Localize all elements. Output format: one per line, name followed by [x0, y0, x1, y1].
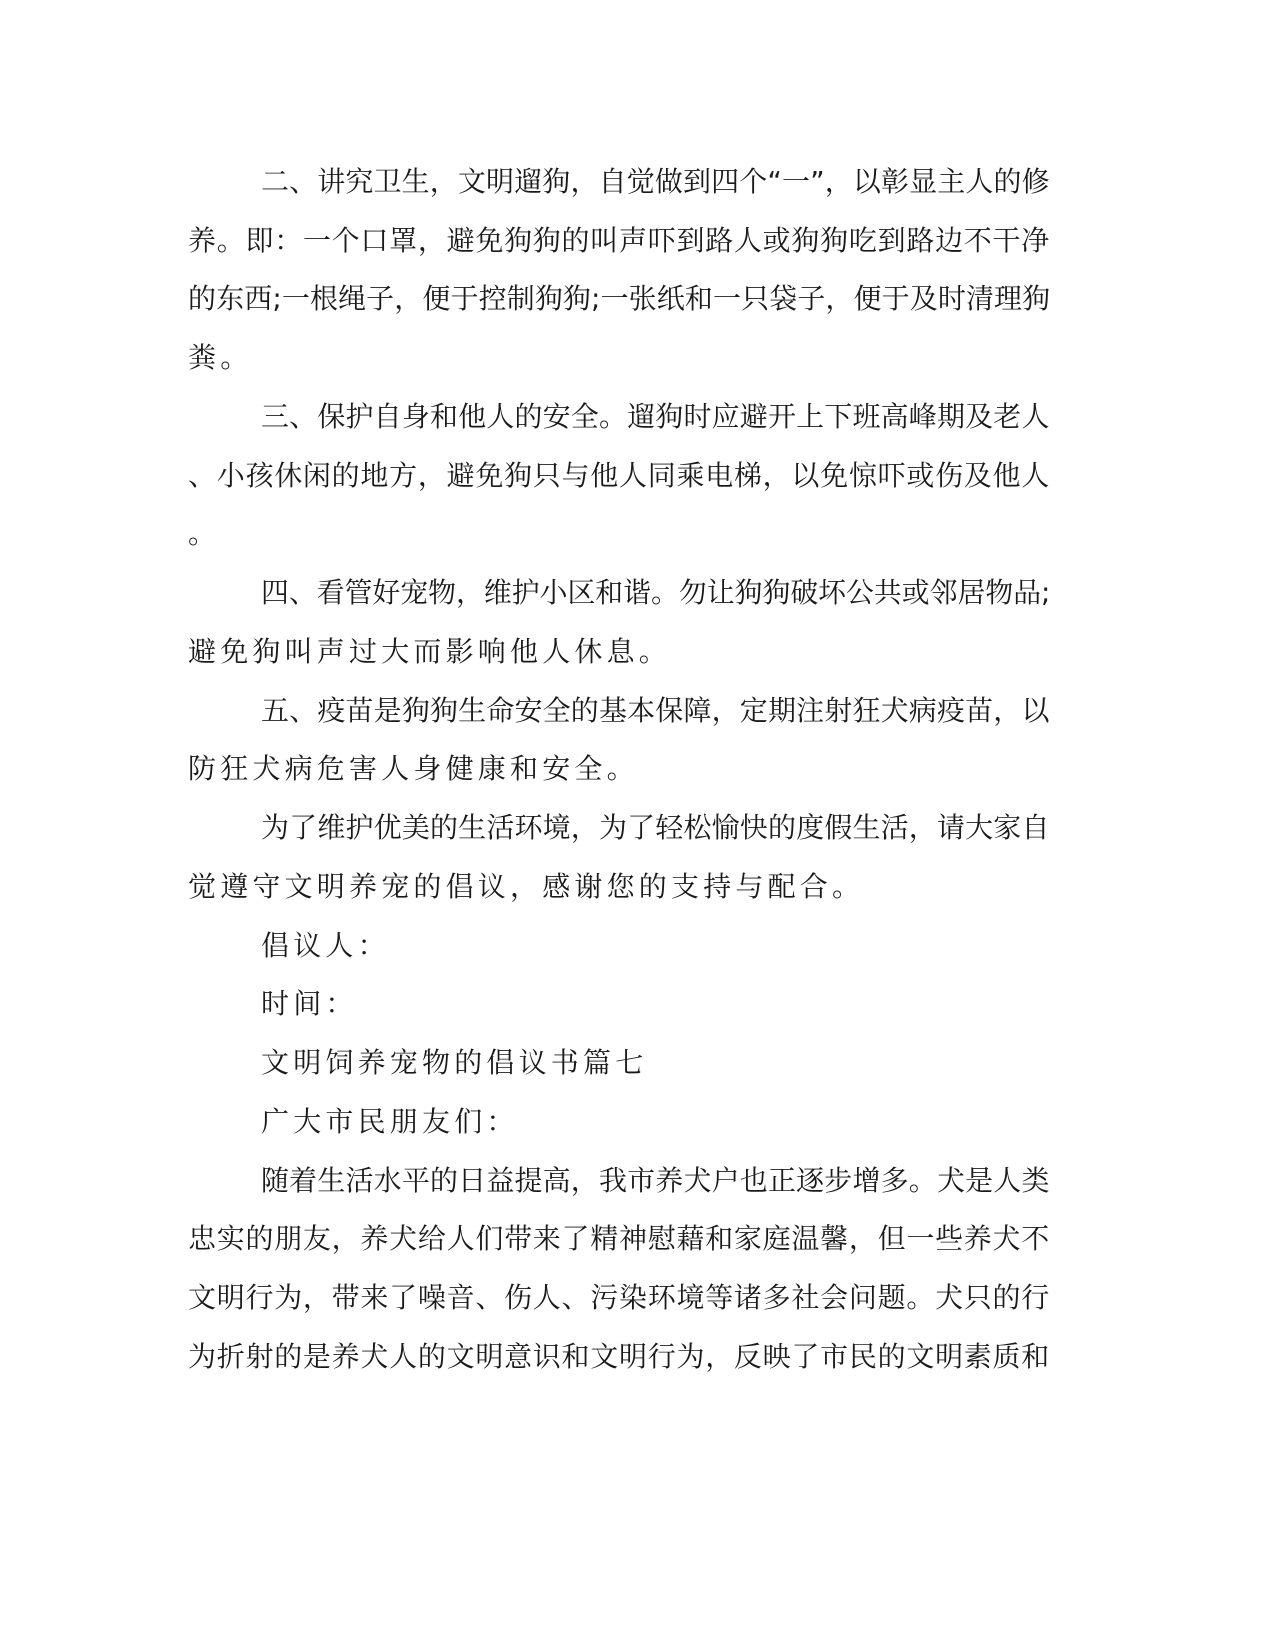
closing-line-1: 为了维护优美的生活环境，为了轻松愉快的度假生活，请大家自 — [261, 811, 1050, 844]
paragraph-4-line-1: 四、看管好宠物，维护小区和谐。勿让狗狗破坏公共或邻居物品; — [261, 576, 1051, 609]
date-label: 时间： — [261, 987, 358, 1020]
paragraph-3-line-2: 、小孩休闲的地方，避免狗只与他人同乘电梯，以免惊吓或伤及他人 — [188, 459, 1051, 492]
paragraph-2-line-3: 的东西;一根绳子，便于控制狗狗;一张纸和一只袋子，便于及时清理狗 — [188, 282, 1051, 315]
initiator-label: 倡议人： — [261, 929, 390, 962]
paragraph-5-line-2: 防狂犬病危害人身健康和安全。 — [188, 752, 639, 785]
paragraph-2-line-4: 粪。 — [188, 341, 253, 374]
body-line-4: 为折射的是养犬人的文明意识和文明行为，反映了市民的文明素质和 — [188, 1340, 1051, 1373]
paragraph-2-line-1: 二、讲究卫生，文明遛狗，自觉做到四个“一”，以彰显主人的修 — [261, 165, 1050, 198]
paragraph-3-line-1: 三、保护自身和他人的安全。遛狗时应避开上下班高峰期及老人 — [261, 400, 1050, 433]
body-line-2: 忠实的朋友，养犬给人们带来了精神慰藉和家庭温馨，但一些养犬不 — [188, 1222, 1051, 1255]
paragraph-5-line-1: 五、疫苗是狗狗生命安全的基本保障，定期注射狂犬病疫苗，以 — [261, 694, 1050, 727]
body-line-3: 文明行为，带来了噪音、伤人、污染环境等诸多社会问题。犬只的行 — [188, 1281, 1051, 1314]
paragraph-2-line-2: 养。即：一个口罩，避免狗狗的叫声吓到路人或狗狗吃到路边不干净 — [188, 224, 1051, 257]
closing-line-2: 觉遵守文明养宠的倡议，感谢您的支持与配合。 — [188, 870, 865, 903]
paragraph-4-line-2: 避免狗叫声过大而影响他人休息。 — [188, 635, 672, 668]
paragraph-3-line-3: 。 — [188, 517, 221, 550]
salutation: 广大市民朋友们： — [261, 1105, 519, 1138]
body-line-1: 随着生活水平的日益提高，我市养犬户也正逐步增多。犬是人类 — [261, 1164, 1050, 1197]
section-title: 文明饲养宠物的倡议书篇七 — [261, 1046, 648, 1079]
